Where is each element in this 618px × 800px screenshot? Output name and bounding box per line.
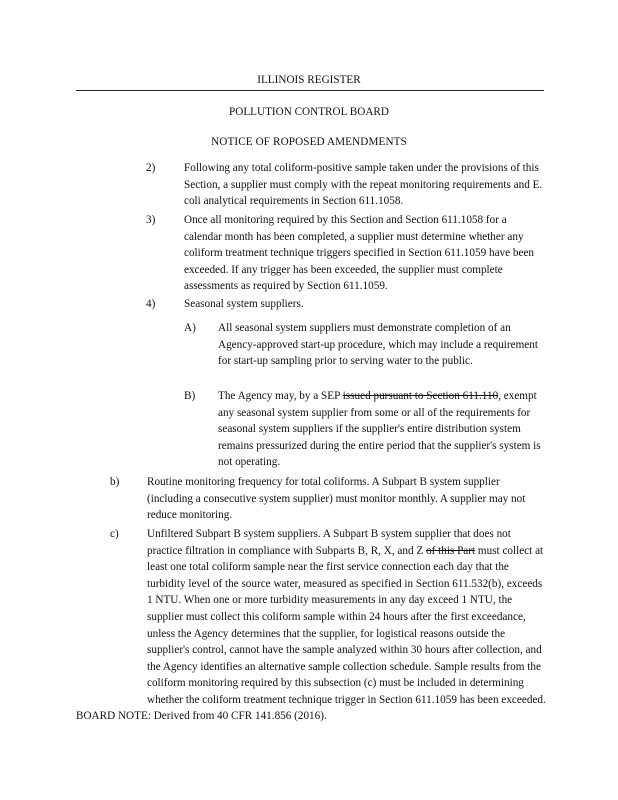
item-4b-deleted-text: issued pursuant to Section 611.110 xyxy=(342,390,499,402)
board-note: BOARD NOTE: Derived from 40 CFR 141.856 (2016). xyxy=(76,710,327,722)
subsection-c-label: c) xyxy=(110,528,119,540)
register-header: ILLINOIS REGISTER xyxy=(257,74,361,86)
subsection-c-deleted-text: of this Part xyxy=(426,544,476,557)
item-4b-text-start: The Agency may, by a SEP xyxy=(218,390,343,402)
item-4-text: Seasonal system suppliers. xyxy=(184,298,304,310)
notice-title: NOTICE OF ROPOSED AMENDMENTS xyxy=(211,136,407,148)
item-4b-text-end: , exempt any seasonal system supplier from some or all of the requirements for seasonal system suppliers if the supplier's entire distribution system remains pressurized during the entire period that the supplier's system is not operating. xyxy=(218,390,541,469)
item-3-text: Once all monitoring required by this Section and Section 611.1058 for a calendar month has been completed, a supplier must determine whether any coliform treatment technique triggers specified in Section 611.1059 have been exceeded. If any trigger has been exceeded, the supplier must complete assessments as required by Section 611.1059. xyxy=(184,214,535,293)
subsection-b-label: b) xyxy=(110,476,120,488)
header-rule xyxy=(76,90,544,91)
item-4b-text xyxy=(218,388,548,471)
item-4b-label: B) xyxy=(184,390,196,402)
item-2-text: Following any total coliform-positive sample taken under the provisions of this Section, a supplier must comply with the repeat monitoring requirements and E. coli analytical requirements in Section 611.1058. xyxy=(184,162,543,208)
item-3-label: 3) xyxy=(146,214,156,226)
subsection-c-text xyxy=(147,526,547,709)
subsection-c-text-end: must collect at least one total coliform sample near the first service connection each day that the turbidity level of the source water, measured as specified in Section 611.532(b), exceeds 1 NTU. When one or more turbidity measurements in any day exceed 1 NTU, the supplier must collect this coliform sample within 24 hours after the first exceedance, unless the Agency determines that the supplier, for logistical reasons outside the supplier's control, cannot have the sample analyzed within 30 hours after collection, and the Agency identifies an alternative sample collection schedule. Sample results from the coliform monitoring required by this subsection (c) must be included in determining whether the coliform treatment technique trigger in Section 611.1059 has been exceeded. xyxy=(147,544,546,706)
item-4a-label: A) xyxy=(184,322,196,334)
item-2-label: 2) xyxy=(146,162,156,174)
item-4-label: 4) xyxy=(146,298,156,310)
subsection-c-text-start: Unfiltered Subpart B system suppliers. A Subpart B system supplier that does not practice filtration in compliance with Subparts B, R, X, and Z xyxy=(147,528,511,557)
board-name: POLLUTION CONTROL BOARD xyxy=(229,106,389,118)
item-4a-text: All seasonal system suppliers must demonstrate completion of an Agency-approved start-up procedure, which may include a requirement for start-up sampling prior to serving water to the public. xyxy=(218,322,538,368)
subsection-b-text: Routine monitoring frequency for total coliforms. A Subpart B system supplier (including a consecutive system supplier) must monitor monthly. A supplier may not reduce monitoring. xyxy=(147,476,526,522)
